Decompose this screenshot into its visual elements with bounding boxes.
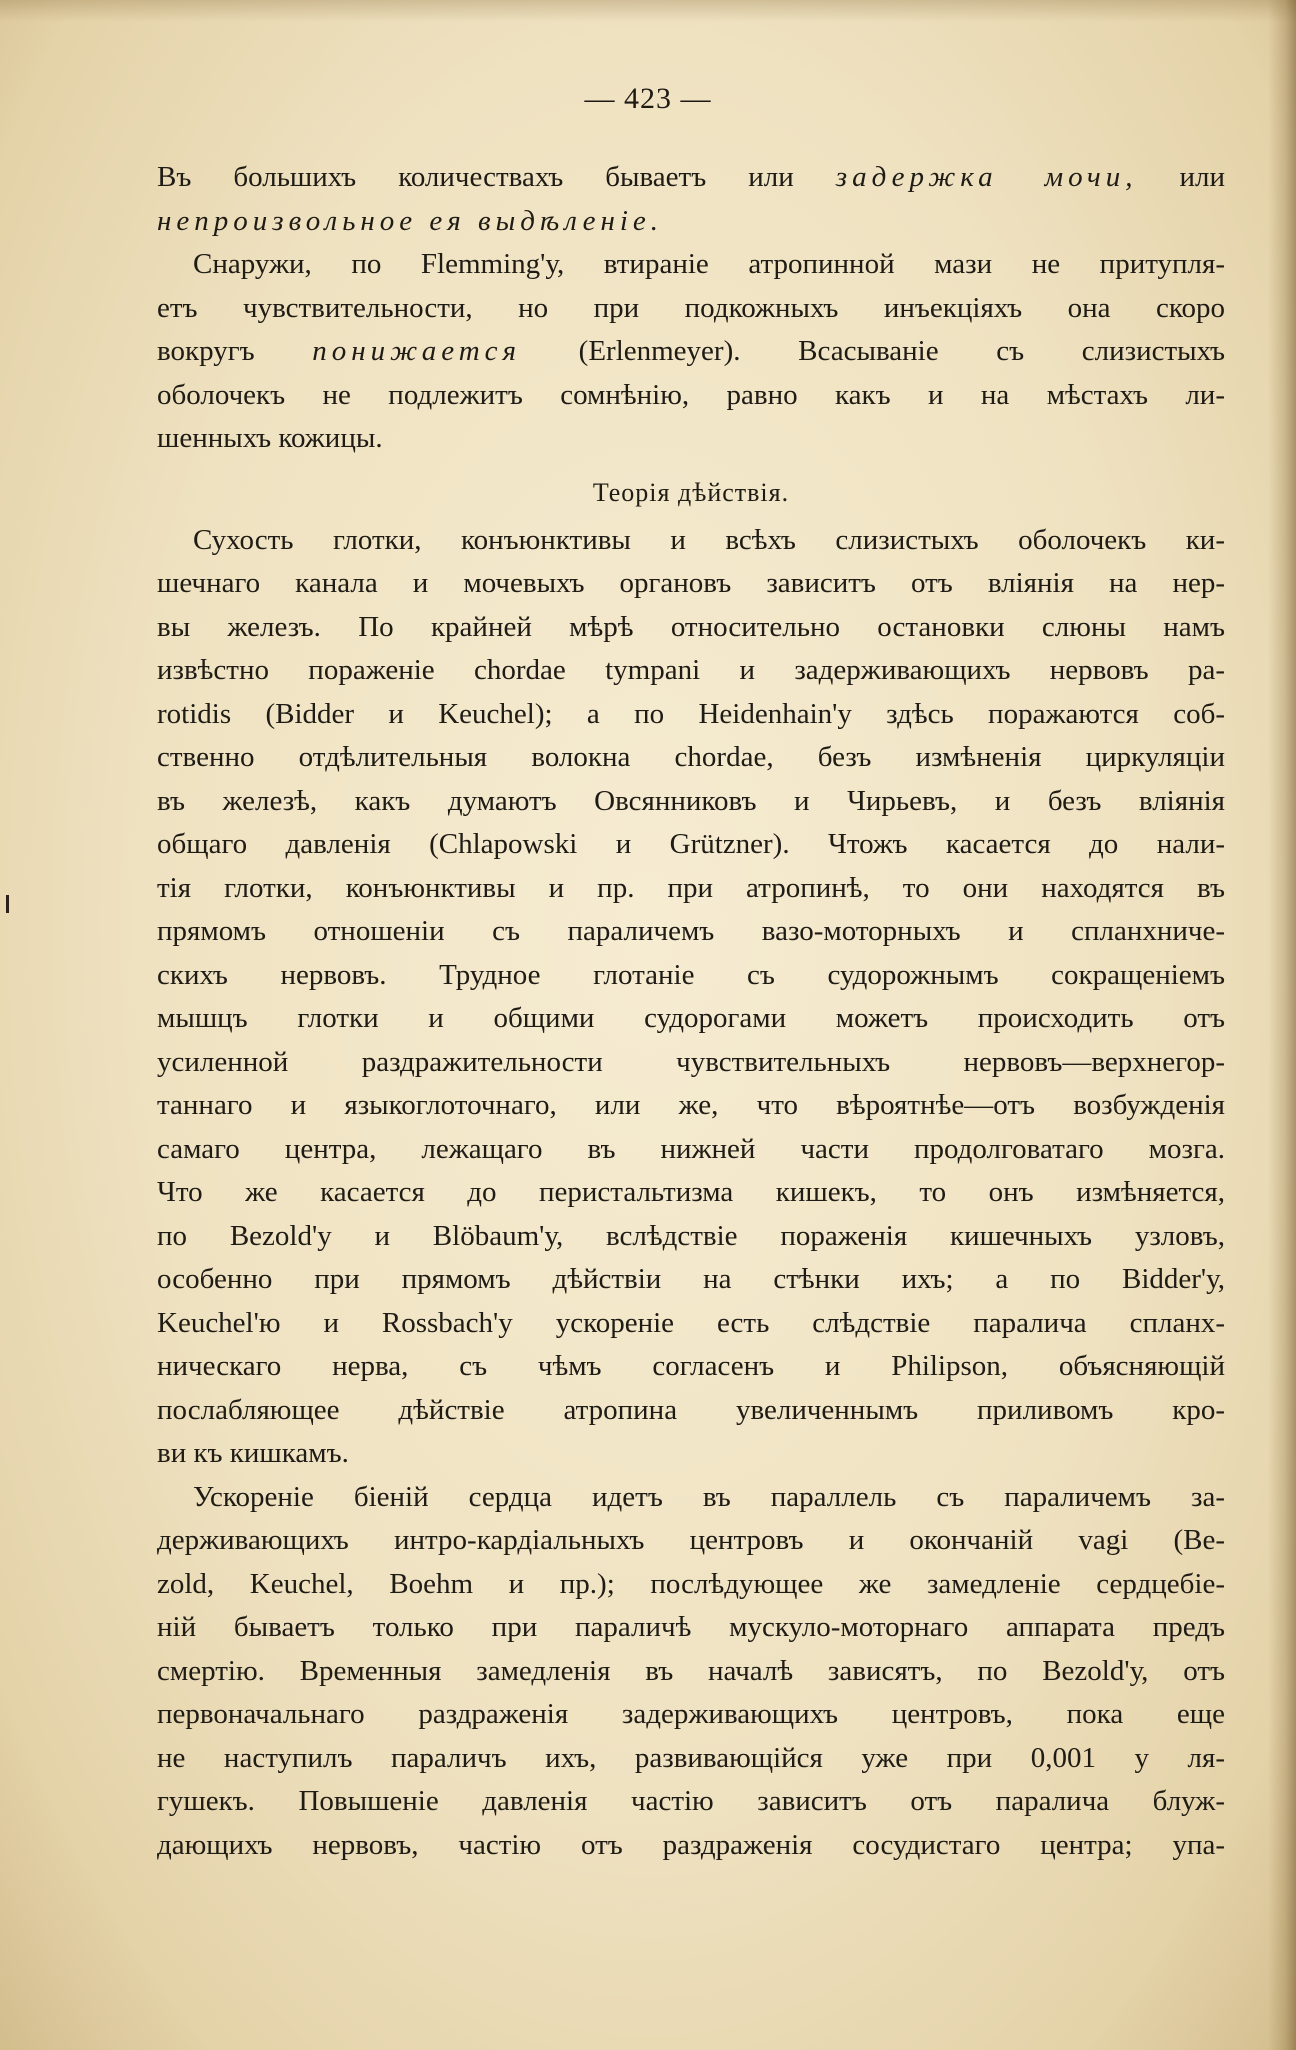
text-line: ви къ кишкамъ. [157, 1437, 349, 1469]
text-line: прямомъ отношеніи съ параличемъ вазо-моторныхъ и спланхниче- [157, 915, 1225, 947]
binding-shadow [1268, 0, 1296, 2050]
text-segment: Въ большихъ количествахъ бываетъ или [157, 161, 794, 193]
emphasis-text: понижается [312, 335, 522, 367]
text-line: Снаружи, по Flemming'у, втираніе атропинной мази не притупля- [193, 248, 1225, 280]
text-line: по Bezold'у и Blöbaum'у, вслѣдствіе пораженія кишечныхъ узловъ, [157, 1219, 1225, 1252]
emphasis-text: задержка мочи, [835, 161, 1138, 193]
text-line: тія глотки, конъюнктивы и пр. при атропинѣ, то они находятся въ [157, 871, 1225, 904]
emphasis-text: непроизвольное ея выдѣленіе. [157, 204, 664, 237]
text-line: смертію. Временныя замедленія въ началѣ зависятъ, по Bezold'у, отъ [157, 1654, 1225, 1687]
text-line [157, 200, 1225, 244]
text-line: скихъ нервовъ. Трудное глотаніе съ судорожнымъ сокращеніемъ [157, 958, 1225, 991]
text-line: особенно при прямомъ дѣйствіи на стѣнки ихъ; а по Bidder'у, [157, 1263, 1225, 1295]
body-text [157, 156, 1225, 1867]
text-line: вы железъ. По крайней мѣрѣ относительно остановки слюны намъ [157, 610, 1225, 643]
text-line: Что же касается до перистальтизма кишекъ, то онъ измѣняется, [157, 1176, 1225, 1208]
text-line: шечнаго канала и мочевыхъ органовъ зависитъ отъ вліянія на нер- [157, 567, 1225, 599]
text-line: гушекъ. Повышеніе давленія частію зависитъ отъ паралича блуж- [157, 1785, 1225, 1817]
text-line: извѣстно пораженіе chordae tympani и задерживающихъ нервовъ pa- [157, 654, 1225, 686]
text-line: zold, Keuchel, Boehm и пр.); послѣдующее же замедленіе сердцебіе- [157, 1567, 1225, 1600]
text-line: ническаго нерва, съ чѣмъ согласенъ и Philipson, объясняющій [157, 1350, 1225, 1382]
text-line [157, 330, 1225, 374]
page-top-shadow [0, 0, 1296, 22]
paragraph-3 [157, 519, 1225, 1476]
margin-mark [6, 895, 9, 913]
text-segment: (Erlenmeyer). Всасываніе съ слизистыхъ [578, 335, 1226, 367]
text-line: шенныхъ кожицы. [157, 422, 383, 454]
text-line: дающихъ нервовъ, частію отъ раздраженія сосудистаго центра; упа- [157, 1828, 1225, 1861]
text-line: мышцъ глотки и общими судорогами можетъ происходить отъ [157, 1002, 1225, 1034]
text-line: таннаго и языкоглоточнаго, или же, что вѣроятнѣе—отъ возбужденія [157, 1089, 1225, 1121]
text-line: ственно отдѣлительныя волокна chordae, безъ измѣненія циркуляціи [157, 741, 1225, 773]
text-line: етъ чувствительности, но при подкожныхъ инъекціяхъ она скоро [157, 291, 1225, 324]
text-line: въ железѣ, какъ думаютъ Овсянниковъ и Чирьевъ, и безъ вліянія [157, 784, 1225, 817]
text-line: держивающихъ интро-кардіальныхъ центровъ и окончаній vagi (Be- [157, 1524, 1225, 1556]
text-line: общаго давленія (Chlapowski и Grützner). Чтожъ касается до нали- [157, 828, 1225, 860]
text-line: Ускореніе біеній сердца идетъ въ параллель съ параличемъ за- [193, 1480, 1225, 1513]
text-line [157, 156, 1225, 200]
text-segment: или [1179, 161, 1225, 193]
text-line: оболочекъ не подлежитъ сомнѣнію, равно какъ и на мѣстахъ ли- [157, 378, 1225, 411]
page-number: — 423 — [584, 82, 712, 115]
text-line: послабляющее дѣйствіе атропина увеличеннымъ приливомъ кро- [157, 1393, 1225, 1426]
paragraph-1 [157, 156, 1225, 243]
paragraph-4 [157, 1476, 1225, 1868]
text-line: самаго центра, лежащаго въ нижней части продолговатаго мозга. [157, 1132, 1225, 1165]
text-line: ній бываетъ только при параличѣ мускуло-моторнаго аппарата предъ [157, 1611, 1225, 1643]
text-line: Сухость глотки, конъюнктивы и всѣхъ слизистыхъ оболочекъ ки- [193, 523, 1225, 556]
section-heading: Теорія дѣйствія. [592, 477, 790, 507]
text-segment: вокругъ [157, 335, 255, 367]
text-line: усиленной раздражительности чувствительныхъ нервовъ—верхнегор- [157, 1045, 1225, 1078]
text-line: Keuchel'ю и Rossbach'у ускореніе есть слѣдствіе паралича спланх- [157, 1306, 1225, 1339]
text-line: rotidis (Bidder и Keuchel); а по Heidenhain'у здѣсь поражаются соб- [157, 697, 1225, 730]
paragraph-2 [157, 243, 1225, 461]
text-line: не наступилъ параличъ ихъ, развивающійся уже при 0,001 у ля- [157, 1741, 1225, 1774]
text-line: первоначальнаго раздраженія задерживающихъ центровъ, пока еще [157, 1698, 1225, 1730]
